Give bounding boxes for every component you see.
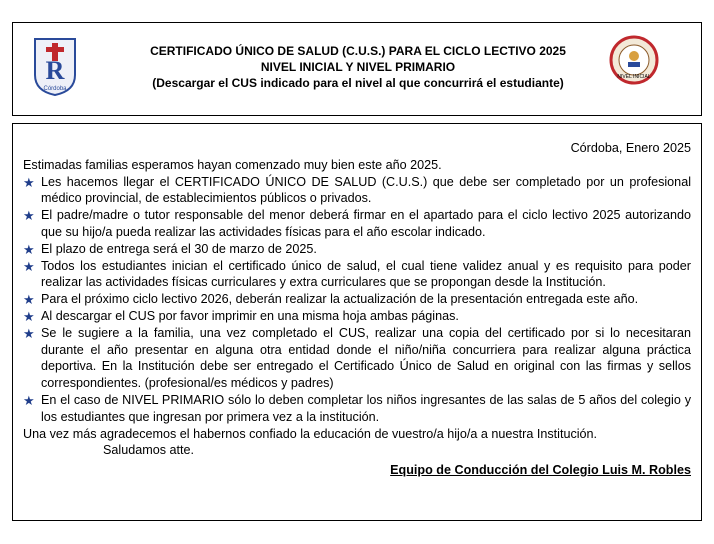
letter-box xyxy=(12,123,702,521)
star-bullet-icon: ★ xyxy=(23,325,35,341)
letter-closing: Una vez más agradecemos el habernos confiado la educación de vuestro/a hijo/a a nuestra Institución. xyxy=(23,426,598,441)
letter-farewell: Saludamos atte. xyxy=(103,443,195,458)
svg-text:Córdoba: Córdoba xyxy=(43,86,67,92)
letter-content xyxy=(23,140,691,479)
star-bullet-icon: ★ xyxy=(23,258,35,274)
header-box xyxy=(12,22,702,116)
star-bullet-icon: ★ xyxy=(23,308,35,324)
star-bullet-icon: ★ xyxy=(23,392,35,408)
list-item: ★ Todos los estudiantes inician el certificado único de salud, el cual tiene validez anual y es requisito para poder realizar las actividades físicas curriculares y extra curriculares que se propongan desde la Institución. xyxy=(23,258,691,290)
letter-date: Córdoba, Enero 2025 xyxy=(570,141,691,155)
list-item: ★ El plazo de entrega será el 30 de marzo de 2025. xyxy=(23,241,317,257)
list-item: ★ En el caso de NIVEL PRIMARIO sólo lo deben completar los niños ingresantes de las salas de 5 años del colegio y los estudiantes que ingresan por primera vez a la institución. xyxy=(23,392,691,424)
nivel-inicial-seal xyxy=(609,35,659,85)
header-note: (Descargar el CUS indicado para el nivel al que concurrirá el estudiante) xyxy=(152,76,564,90)
star-bullet-icon: ★ xyxy=(23,208,35,224)
list-item: ★ Les hacemos llegar el CERTIFICADO ÚNICO DE SALUD (C.U.S.) que debe ser completado por un profesional médico provincial, de establecimientos públicos o privados. xyxy=(23,174,691,206)
list-item: ★ Al descargar el CUS por favor imprimir en una misma hoja ambas páginas. xyxy=(23,308,459,324)
svg-text:R: R xyxy=(45,56,65,85)
school-logo-left xyxy=(31,35,79,97)
star-bullet-icon: ★ xyxy=(23,241,35,257)
letter-greeting: Estimadas familias esperamos hayan comenzado muy bien este año 2025. xyxy=(23,157,442,172)
signature: Equipo de Conducción del Colegio Luis M. Robles xyxy=(390,463,691,478)
star-bullet-icon: ★ xyxy=(23,174,35,190)
list-item: ★ El padre/madre o tutor responsable del menor deberá firmar en el apartado para el ciclo lectivo 2025 autorizando que su hijo/a pueda realizar las actividades físicas para el año escolar indicado. xyxy=(23,208,691,239)
header-title: CERTIFICADO ÚNICO DE SALUD (C.U.S.) PARA EL CICLO LECTIVO 2025 xyxy=(150,44,566,58)
header-subtitle: NIVEL INICIAL Y NIVEL PRIMARIO xyxy=(260,60,456,74)
star-bullet-icon: ★ xyxy=(23,292,35,308)
list-item: ★ Se le sugiere a la familia, una vez completado el CUS, realizar una copia del certificado por si lo necesitaran durante el año presentar en alguna otra entidad donde el niño/niña concurriera para realizar alguna práctica deportiva. En la Institución debe ser entregado el Certificado Único de Salud en original con las firmas y sellos correspondientes. (profesional/es médicos y padres) xyxy=(23,325,691,391)
list-item: ★ Para el próximo ciclo lectivo 2026, deberán realizar la actualización de la presentación entregada este año. xyxy=(23,292,639,308)
svg-text:NIVEL INICIAL: NIVEL INICIAL xyxy=(617,74,651,80)
bullet-list xyxy=(23,174,691,426)
